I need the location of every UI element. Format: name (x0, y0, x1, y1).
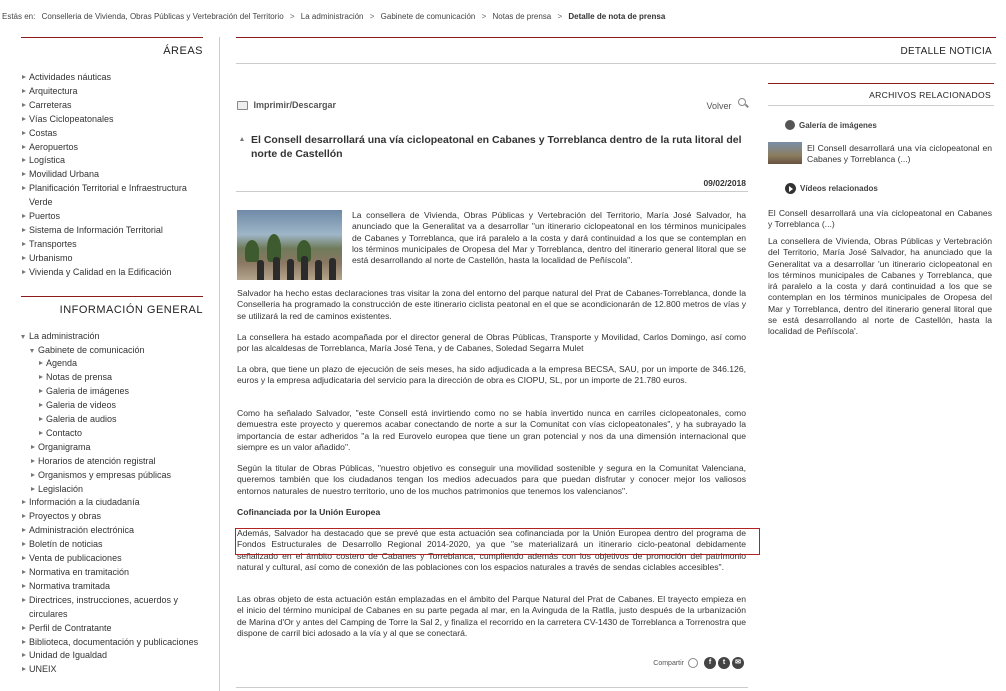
info-item[interactable]: Perfil de Contratante (21, 622, 203, 636)
highlight-box (235, 528, 760, 555)
info-item[interactable]: Agenda (21, 357, 203, 371)
person (315, 260, 322, 280)
info-item[interactable]: Proyectos y obras (21, 510, 203, 524)
divider (236, 191, 748, 192)
info-item[interactable]: Horarios de atención registral (21, 455, 203, 469)
breadcrumb-item[interactable]: Gabinete de comunicación (380, 12, 476, 21)
info-item[interactable]: Normativa tramitada (21, 580, 203, 594)
related-files-panel (768, 83, 994, 337)
area-item[interactable]: Movilidad Urbana (21, 168, 203, 182)
area-item[interactable]: Vivienda y Calidad en la Edificación (21, 266, 203, 280)
info-item[interactable]: Información a la ciudadanía (21, 496, 203, 510)
areas-list (21, 71, 203, 280)
info-item[interactable]: Administración electrónica (21, 524, 203, 538)
person (287, 259, 294, 280)
area-item[interactable]: Planificación Territorial e Infraestructura Verde (21, 182, 203, 210)
videos-label: Vídeos relacionados (800, 184, 878, 193)
info-item[interactable]: Unidad de Igualdad (21, 649, 203, 663)
play-icon (785, 183, 796, 194)
share-bar (653, 657, 744, 669)
article-date: 09/02/2018 (703, 178, 746, 188)
person (273, 257, 280, 280)
facebook-icon[interactable]: f (704, 657, 716, 669)
printer-icon (237, 101, 248, 110)
area-item[interactable]: Urbanismo (21, 252, 203, 266)
gallery-thumbnail[interactable] (768, 142, 802, 164)
person (329, 258, 336, 280)
article-paragraph: Salvador ha hecho estas declaraciones tras visitar la zona del entorno del parque natural del Prat de Cabanes-Torreblanca, donde la Conselleria ha programado la construcción de este itinerario ciclista peatonal en el que se acondicionarán de 12.800 metros de vías y se utilizará la red de caminos existentes. (237, 288, 746, 321)
breadcrumb-current: Detalle de nota de prensa (568, 12, 666, 21)
image-gallery-label: Galería de imágenes (799, 120, 877, 130)
area-item[interactable]: Logística (21, 154, 203, 168)
article-photo[interactable] (237, 210, 342, 280)
breadcrumb-separator: > (289, 12, 295, 21)
info-item[interactable]: UNEIX (21, 663, 203, 677)
breadcrumb-separator: > (481, 12, 487, 21)
info-item[interactable]: Notas de prensa (21, 371, 203, 385)
article-paragraph: La obra, que tiene un plazo de ejecución de seis meses, ha sido adjudicada a la empresa BECSA, SAU, por un importe de 346.126, euros y la empresa adjudicataria del servicio para la dirección de obra es CIOPU, SL, por un importe de 21.780 euros. (237, 364, 746, 386)
breadcrumb (2, 12, 665, 21)
article-title: El Consell desarrollará una vía ciclopeatonal en Cabanes y Torreblanca dentro de la ruta litoral del norte de Castellón (238, 133, 746, 161)
info-item[interactable]: Gabinete de comunicación (21, 344, 203, 358)
palm-tree (245, 240, 259, 262)
info-item[interactable]: Galeria de audios (21, 413, 203, 427)
info-item[interactable]: La administración (21, 330, 203, 344)
info-item[interactable]: Organismos y empresas públicas (21, 469, 203, 483)
video-description: La consellera de Vivienda, Obras Públicas y Vertebración del Territorio, María José Salvador, ha anunciado que la Generalitat va a desarrollar 'un itinerario ciclopeatonal en los términos municipales de Cabanes y Torreblanca, que irá paralelo a la costa y dará continuidad a los que se contemplan en los términos municipales de Oropesa del Mar y Torreblanca, dentro del itinerario general litoral que se está desarrollando al norte de Castellón, hasta la localidad de Peñíscola'. (768, 236, 992, 337)
info-list (21, 330, 203, 678)
share-label: Compartir (653, 659, 684, 667)
video-title[interactable]: El Consell desarrollará una vía ciclopeatonal en Cabanes y Torreblanca (...) (768, 208, 992, 230)
areas-heading: ÁREAS (21, 37, 203, 71)
area-item[interactable]: Transportes (21, 238, 203, 252)
breadcrumb-item[interactable]: Notas de prensa (492, 12, 552, 21)
breadcrumb-separator: > (557, 12, 563, 21)
info-item[interactable]: Galeria de imágenes (21, 385, 203, 399)
share-icon[interactable] (688, 658, 698, 668)
column-divider (219, 37, 220, 691)
camera-icon (785, 120, 795, 130)
article-paragraph: La consellera ha estado acompañada por el director general de Obras Públicas, Transporte y Movilidad, Carlos Domingo, así como por las alcaldesas de Torreblanca, María José Tena, y de Cabanes, Soledad Segarra Mulet (237, 332, 746, 354)
area-item[interactable]: Sistema de Información Territorial (21, 224, 203, 238)
breadcrumb-prefix: Estás en: (2, 12, 36, 21)
area-item[interactable]: Vías Ciclopeatonales (21, 113, 203, 127)
videos-link[interactable] (785, 183, 878, 194)
related-heading: ARCHIVOS RELACIONADOS (768, 83, 994, 106)
article-paragraph: Como ha señalado Salvador, "este Consell está invirtiendo como no se había invertido nunca en carriles ciclopeatonales, como demuestra este proyecto y queremos acabar conectando de norte a sur la Comunitat con vías ciclopeatonales", y ha subrayado la importancia de estar adheridos "a la red Eurovelo europea que tiene un gran potencial y nos da una dimensión internacional que siempre es un valor añadido". (237, 408, 746, 452)
area-item[interactable]: Carreteras (21, 99, 203, 113)
info-item[interactable]: Galeria de videos (21, 399, 203, 413)
info-item[interactable]: Organigrama (21, 441, 203, 455)
info-item[interactable]: Boletín de noticias (21, 538, 203, 552)
divider (236, 687, 748, 688)
area-item[interactable]: Aeropuertos (21, 141, 203, 155)
info-item[interactable]: Legislación (21, 483, 203, 497)
print-label: Imprimir/Descargar (253, 100, 337, 110)
article-paragraph: Además, Salvador ha destacado que se prevé que esta actuación sea cofinanciada por la Unión Europea dentro del programa de Fondos Estructurales de Desarrollo Regional 2014-2020, ya que "se materializará un itinerario ciclo-peatonal debidamente señalizado en el ámbito costero de Cabanes y Torreblanca, cumpliendo además con los objetivos de promoción del patrimonio natural y cultural, así como de conexión de las poblaciones con los espacios naturales a través de sendas ciclables accesibles". (237, 528, 746, 572)
info-item[interactable]: Directrices, instrucciones, acuerdos y circulares (21, 594, 203, 622)
area-item[interactable]: Arquitectura (21, 85, 203, 99)
article-lead: La consellera de Vivienda, Obras Públicas y Vertebración del Territorio, María José Salvador, ha anunciado que la Generalitat va a desarrollar "un itinerario ciclopeatonal en los términos municipales de Cabanes y Torreblanca, que irá paralelo a la costa y dará continuidad a los que se contemplan en los términos municipales de Oropesa del Mar y Torreblanca, dentro del itinerario general litoral que se está desarrollando al norte de Castellón, hasta la localidad de Peñíscola". (352, 210, 746, 266)
back-link[interactable] (706, 101, 746, 111)
info-item[interactable]: Contacto (21, 427, 203, 441)
main-header (236, 37, 996, 64)
search-icon[interactable] (738, 98, 746, 106)
back-label: Volver (706, 101, 732, 111)
twitter-icon[interactable]: t (718, 657, 730, 669)
area-item[interactable]: Puertos (21, 210, 203, 224)
gallery-caption[interactable]: El Consell desarrollará una vía ciclopeatonal en Cabanes y Torreblanca (...) (807, 143, 992, 165)
breadcrumb-separator: > (369, 12, 375, 21)
article-paragraph: Las obras objeto de esta actuación están emplazadas en el ámbito del Parque Natural del Prat de Cabanes. El trayecto empieza en el inicio del término municipal de Cabanes en su parte pegada al mar, en la Avinguda de la Ratlla, justo después de la urbanización de Marina d'Or y antes del Camping de Torre la Sal 2, y finaliza el recorrido en la carretera CV-1430 de Torreblanca a Torrenostra que dispone de carril bici adosado a la vía y al que se conectará. (237, 594, 746, 638)
left-sidebar (21, 37, 203, 677)
email-icon[interactable]: ✉ (732, 657, 744, 669)
breadcrumb-item[interactable]: La administración (300, 12, 364, 21)
article-paragraph: Según la titular de Obras Públicas, "nuestro objetivo es conseguir una movilidad sostenible y segura en la Comunitat Valenciana, queremos también que los ciudadanos tengan los medios adecuados para que puedan disfrutar y conocer mejor los valiosos entornos naturales de nuestro territorio, uno de los muchos patrimonios que tenemos los valencianos". (237, 463, 746, 496)
person (301, 256, 308, 280)
info-item[interactable]: Venta de publicaciones (21, 552, 203, 566)
info-item[interactable]: Normativa en tramitación (21, 566, 203, 580)
info-heading: INFORMACIÓN GENERAL (21, 296, 203, 330)
area-item[interactable]: Costas (21, 127, 203, 141)
info-item[interactable]: Biblioteca, documentación y publicaciones (21, 636, 203, 650)
person (257, 260, 264, 280)
area-item[interactable]: Actividades náuticas (21, 71, 203, 85)
print-download-button[interactable] (237, 100, 336, 110)
main-header-title: DETALLE NOTICIA (900, 46, 992, 57)
breadcrumb-item[interactable]: Conselleria de Vivienda, Obras Públicas y Vertebración del Territorio (41, 12, 284, 21)
article-subhead: Cofinanciada por la Unión Europea (237, 507, 381, 517)
image-gallery-link[interactable] (785, 120, 877, 130)
